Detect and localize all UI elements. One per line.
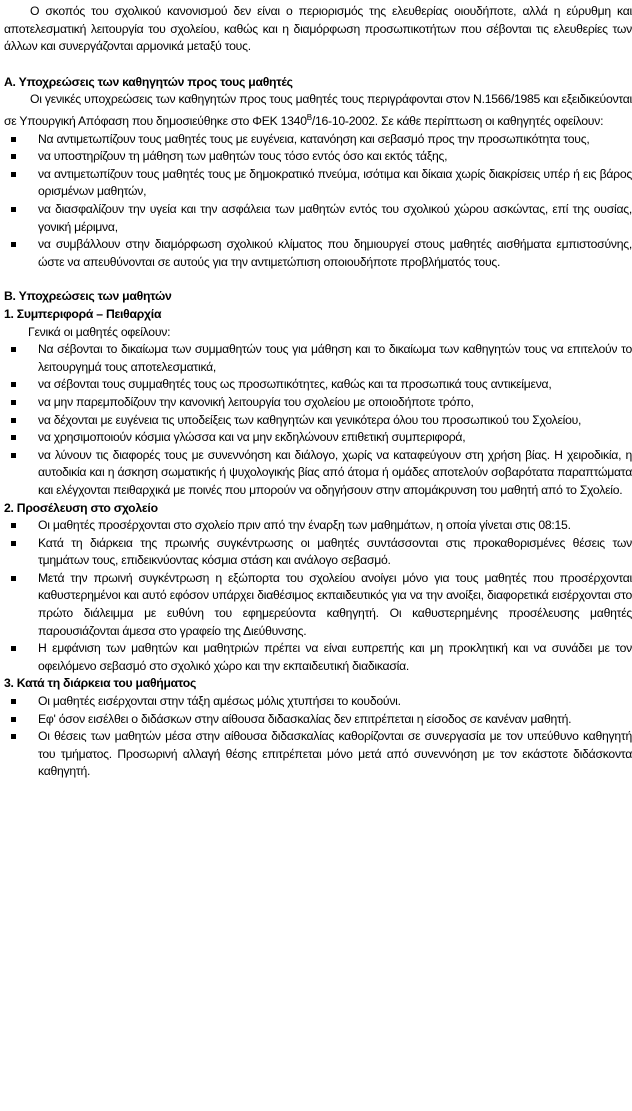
list-item-text: να δέχονται με ευγένεια τις υποδείξεις των καθηγητών και γενικότερα όλου του προσωπικού του Σχολείου, [38, 412, 582, 427]
intro-paragraph: Ο σκοπός του σχολικού κανονισμού δεν είναι ο περιορισμός της ελευθερίας οιουδήποτε, αλλά η εύρυθμη και αποτελεσματική λειτουργία του σχολείου, καθώς και η διαμόρφωση προσωπικοτήτων που σέβονται τις ελευθερίες των άλλων και συνεργάζονται αρμονικά μεταξύ τους. [4, 4, 632, 54]
list-item-text: να χρησιμοποιούν κόσμια γλώσσα και να μην εκδηλώνουν επιθετική συμπεριφορά, [38, 430, 466, 445]
list-item-text: να αντιμετωπίζουν τους μαθητές τους με δημοκρατικό πνεύμα, ισότιμα και δίκαια χωρίς διακρίσεις υπέρ ή εις βάρος ορισμένων μαθητών, [38, 166, 632, 199]
bullet-square-icon [11, 717, 16, 722]
list-item [38, 148, 632, 166]
list-item [38, 201, 632, 236]
list-item [38, 131, 632, 149]
list-item [38, 640, 632, 675]
bullet-square-icon [11, 172, 16, 177]
list-item-text: να μην παρεμποδίζουν την κανονική λειτουργία του σχολείου με οποιοδήποτε τρόπο, [38, 394, 474, 409]
bullet-square-icon [11, 453, 16, 458]
list-item [38, 570, 632, 640]
section-a-paragraph [4, 91, 632, 130]
list-item-text: Η εμφάνιση των μαθητών και μαθητριών πρέπει να είναι ευπρεπής και μη προκλητική και να συνάδει με τον οφειλόμενο σεβασμό στο σχολικό χώρο και την εκπαιδευτική διαδικασία. [38, 641, 632, 673]
list-item [38, 166, 632, 201]
bullet-square-icon [11, 734, 16, 739]
list-item [38, 394, 632, 412]
list-item [38, 412, 632, 430]
section-b-heading: Β. Υποχρεώσεις των μαθητών [4, 289, 172, 304]
subsection-3-list [4, 693, 632, 781]
list-item-text: Μετά την πρωινή συγκέντρωση η εξώπορτα του σχολείου ανοίγει μόνο για τους μαθητές που προσέρχονται καθυστερημένοι και αυτό εφόσον υπάρχει διαθέσιμος εκπαιδευτικός για να την ανοίξει, διαφορετικά εισέρχονται στο πρώτο διάλειμμα με ευθύνη του εφημερεύοντα καθηγητή. Οι καθυστερημένης προσέλευσης μαθητές παρουσιάζονται άμεσα στο γραφείο της Διεύθυνσης. [38, 570, 632, 638]
bullet-square-icon [11, 154, 16, 159]
subsection-3-heading: 3. Κατά τη διάρκεια του μαθήματος [4, 676, 197, 691]
subsection-1-list [4, 341, 632, 499]
list-item [38, 711, 632, 729]
list-item-text: να συμβάλλουν στην διαμόρφωση σχολικού κλίματος που δημιουργεί στους μαθητές αισθήματα εμπιστοσύνης, ώστε να απευθύνονται σε αυτούς για την αντιμετώπιση οποιουδήποτε προβλήματός τους. [38, 237, 632, 269]
list-item [38, 341, 632, 376]
bullet-square-icon [11, 242, 16, 247]
bullet-square-icon [11, 137, 16, 142]
section-a-text-2: /16-10-2002. Σε κάθε περίπτωση οι καθηγητές οφείλουν: [311, 114, 604, 129]
list-item-text: Να αντιμετωπίζουν τους μαθητές τους με ευγένεια, κατανόηση και σεβασμό προς την προσωπικότητα τους, [38, 131, 590, 146]
list-item-text: να διασφαλίζουν την υγεία και την ασφάλεια των μαθητών εντός του σχολικού χώρου ασκώντας, επί της ουσίας, γονική μέριμνα, [38, 202, 632, 234]
list-item-text: Εφ' όσον εισέλθει ο διδάσκων στην αίθουσα διδασκαλίας δεν επιτρέπεται η είσοδος σε κανέναν μαθητή. [38, 711, 572, 726]
list-item [38, 376, 632, 394]
list-item-text: Οι μαθητές προσέρχονται στο σχολείο πριν από την έναρξη των μαθημάτων, η οποία γίνεται στις 08:15. [38, 518, 571, 533]
bullet-square-icon [11, 699, 16, 704]
list-item-text: Κατά τη διάρκεια της πρωινής συγκέντρωσης οι μαθητές συντάσσονται στις προκαθορισμένες θέσεις των τμημάτων τους, επιδεικνύοντας κόσμια στάση και ανάλογο σεβασμό. [38, 535, 632, 568]
bullet-square-icon [11, 541, 16, 546]
bullet-square-icon [11, 418, 16, 423]
list-item [38, 447, 632, 500]
bullet-square-icon [11, 382, 16, 387]
bullet-square-icon [11, 347, 16, 352]
list-item [38, 728, 632, 781]
list-item [38, 517, 632, 535]
list-item-text: Οι θέσεις των μαθητών μέσα στην αίθουσα διδασκαλίας καθορίζονται σε συνεργασία με τον υπεύθυνο καθηγητή του τμήματος. Προσωρινή αλλαγή θέσης επιτρέπεται μόνο μετά από συνεννόηση με τον εκάστοτε διδάσκοντα καθηγητή. [38, 729, 632, 779]
list-item-text: να υποστηρίζουν τη μάθηση των μαθητών τους τόσο εντός όσο και εκτός τάξης, [38, 149, 448, 164]
list-item-text: Οι μαθητές εισέρχονται στην τάξη αμέσως μόλις χτυπήσει το κουδούνι. [38, 694, 401, 709]
bullet-square-icon [11, 646, 16, 651]
list-item-text: να λύνουν τις διαφορές τους με συνεννόηση και διάλογο, χωρίς να καταφεύγουν στη χρήση βίας. Η χειροδικία, η αυτοδικία και η άσκηση σωματικής ή ψυχολογικής βίας από άτομα ή ομάδες αποτελούν σοβαρότατα παραπτώματα και ελέγχονται πειθαρχικά με ποινές που μπορούν να οδηγήσουν στην απομάκρυνση του μαθητή από το Σχολείο. [38, 447, 632, 497]
bullet-square-icon [11, 523, 16, 528]
bullet-square-icon [11, 576, 16, 581]
list-item [38, 693, 632, 711]
subsection-2-list [4, 517, 632, 675]
section-a-heading: Α. Υποχρεώσεις των καθηγητών προς τους μαθητές [4, 74, 293, 89]
subsection-2-heading: 2. Προσέλευση στο σχολείο [4, 500, 158, 515]
list-item-text: Να σέβονται το δικαίωμα των συμμαθητών τους για μάθηση και το δικαίωμα των καθηγητών τους να επιτελούν το λειτουργημά τους αποτελεσματικά, [38, 342, 632, 374]
subsection-1-lead: Γενικά οι μαθητές οφείλουν: [28, 324, 171, 339]
list-item [38, 429, 632, 447]
list-item [38, 236, 632, 271]
list-item [38, 535, 632, 570]
subsection-1-heading: 1. Συμπεριφορά – Πειθαρχία [4, 306, 162, 321]
section-a-list [4, 131, 632, 272]
section-a-text-1: Οι γενικές υποχρεώσεις των καθηγητών προς τους μαθητές τους περιγράφονται στον Ν.1566/1985 και εξειδικεύονται σε Υπουργική Απόφαση που δημοσιεύθηκε στο ΦΕΚ 1340 [4, 92, 632, 129]
list-item-text: να σέβονται τους συμμαθητές τους ως προσωπικότητες, καθώς και τα προσωπικά τους αντικείμενα, [38, 377, 552, 392]
bullet-square-icon [11, 435, 16, 440]
bullet-square-icon [11, 400, 16, 405]
bullet-square-icon [11, 207, 16, 212]
superscript-mark: Β [306, 112, 312, 122]
